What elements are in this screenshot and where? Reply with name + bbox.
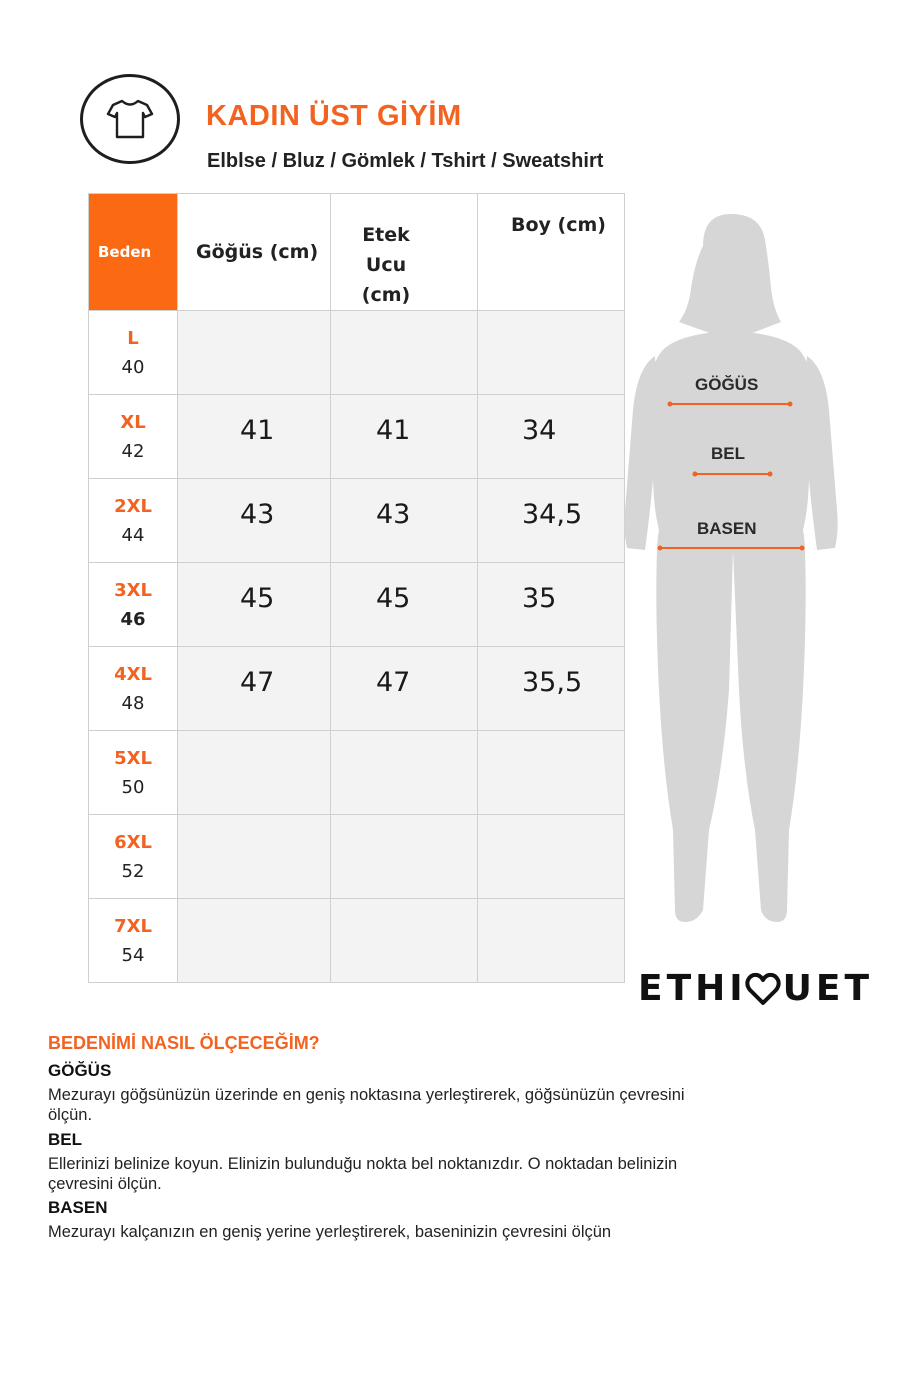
size-table (88, 193, 625, 983)
size-code: L (127, 327, 139, 349)
cell-gogus: 43 (178, 479, 331, 563)
page-title: KADIN ÜST GİYİM (206, 100, 462, 132)
header-etek-label: Etek Ucu (cm) (361, 224, 411, 306)
label-basen: BASEN (697, 519, 757, 538)
size-code: 2XL (114, 495, 152, 517)
guide-heading-gogus: GÖĞÜS (48, 1061, 112, 1080)
brand-logo-text-end: UET (782, 968, 874, 1009)
size-cell (89, 899, 178, 983)
cell-boy (478, 311, 625, 395)
header-boy (478, 194, 625, 311)
cell-gogus: 41 (178, 395, 331, 479)
table-row (89, 395, 625, 479)
header-boy-label: Boy (cm) (511, 214, 606, 236)
size-number: 48 (121, 692, 145, 714)
cell-gogus: 47 (178, 647, 331, 731)
cell-etek (331, 731, 478, 815)
guide-heading-basen: BASEN (48, 1198, 108, 1217)
size-cell (89, 479, 178, 563)
guide-heading-bel: BEL (48, 1130, 82, 1149)
brand-logo-text: ETHI (638, 968, 747, 1009)
table-row (89, 311, 625, 395)
size-code: XL (120, 411, 146, 433)
body-silhouette (615, 210, 855, 930)
t-shirt-icon-badge (80, 74, 180, 164)
label-gogus: GÖĞÜS (695, 375, 759, 394)
size-number: 40 (121, 356, 145, 378)
cell-boy: 34,5 (478, 479, 625, 563)
table-row (89, 563, 625, 647)
table-row (89, 899, 625, 983)
cell-etek: 45 (331, 563, 478, 647)
size-number: 50 (121, 776, 145, 798)
size-cell (89, 647, 178, 731)
cell-etek: 47 (331, 647, 478, 731)
cell-boy: 35,5 (478, 647, 625, 731)
header-gogus (178, 194, 331, 311)
cell-gogus (178, 311, 331, 395)
cell-etek (331, 899, 478, 983)
header-etek (331, 194, 478, 311)
cell-boy (478, 899, 625, 983)
size-number: 42 (121, 440, 145, 462)
size-code: 4XL (114, 663, 152, 685)
table-row (89, 647, 625, 731)
table-header-row (89, 194, 625, 311)
label-bel: BEL (711, 444, 745, 463)
guide-text-bel: Ellerinizi belinize koyun. Elinizin bulunduğu nokta bel noktanızdır. O noktadan belinizin çevresini ölçün. (48, 1155, 678, 1193)
size-number: 46 (120, 608, 146, 630)
cell-gogus (178, 731, 331, 815)
page-subtitle: Elblse / Bluz / Gömlek / Tshirt / Sweatshirt (207, 150, 604, 172)
size-code: 6XL (114, 831, 152, 853)
cell-gogus: 45 (178, 563, 331, 647)
guide-text-basen: Mezurayı kalçanızın en geniş yerine yerleştirerek, baseninizin çevresini ölçün (48, 1223, 612, 1241)
size-cell (89, 815, 178, 899)
size-cell (89, 311, 178, 395)
cell-etek: 43 (331, 479, 478, 563)
header-beden: Beden (89, 194, 178, 311)
cell-etek (331, 815, 478, 899)
cell-gogus (178, 815, 331, 899)
brand-logo (638, 968, 873, 1009)
cell-etek: 41 (331, 395, 478, 479)
size-cell (89, 563, 178, 647)
size-number: 54 (121, 944, 145, 966)
guide-text-gogus: Mezurayı göğsünüzün üzerinde en geniş noktasına yerleştirerek, göğsünüzün çevresini ölçün. (48, 1086, 685, 1124)
size-code: 7XL (114, 915, 152, 937)
cell-etek (331, 311, 478, 395)
size-code: 5XL (114, 747, 152, 769)
size-code: 3XL (114, 579, 152, 601)
table-row (89, 479, 625, 563)
cell-boy (478, 731, 625, 815)
size-cell (89, 395, 178, 479)
heart-icon (745, 971, 781, 1007)
cell-boy: 34 (478, 395, 625, 479)
table-row (89, 815, 625, 899)
cell-boy: 35 (478, 563, 625, 647)
cell-gogus (178, 899, 331, 983)
table-row (89, 731, 625, 815)
cell-boy (478, 815, 625, 899)
guide-title: BEDENİMİ NASIL ÖLÇECEĞİM? (48, 1033, 320, 1053)
header-gogus-label: Göğüs (cm) (196, 241, 319, 263)
size-number: 52 (121, 860, 145, 882)
t-shirt-icon (105, 97, 155, 141)
size-cell (89, 731, 178, 815)
size-number: 44 (121, 524, 145, 546)
